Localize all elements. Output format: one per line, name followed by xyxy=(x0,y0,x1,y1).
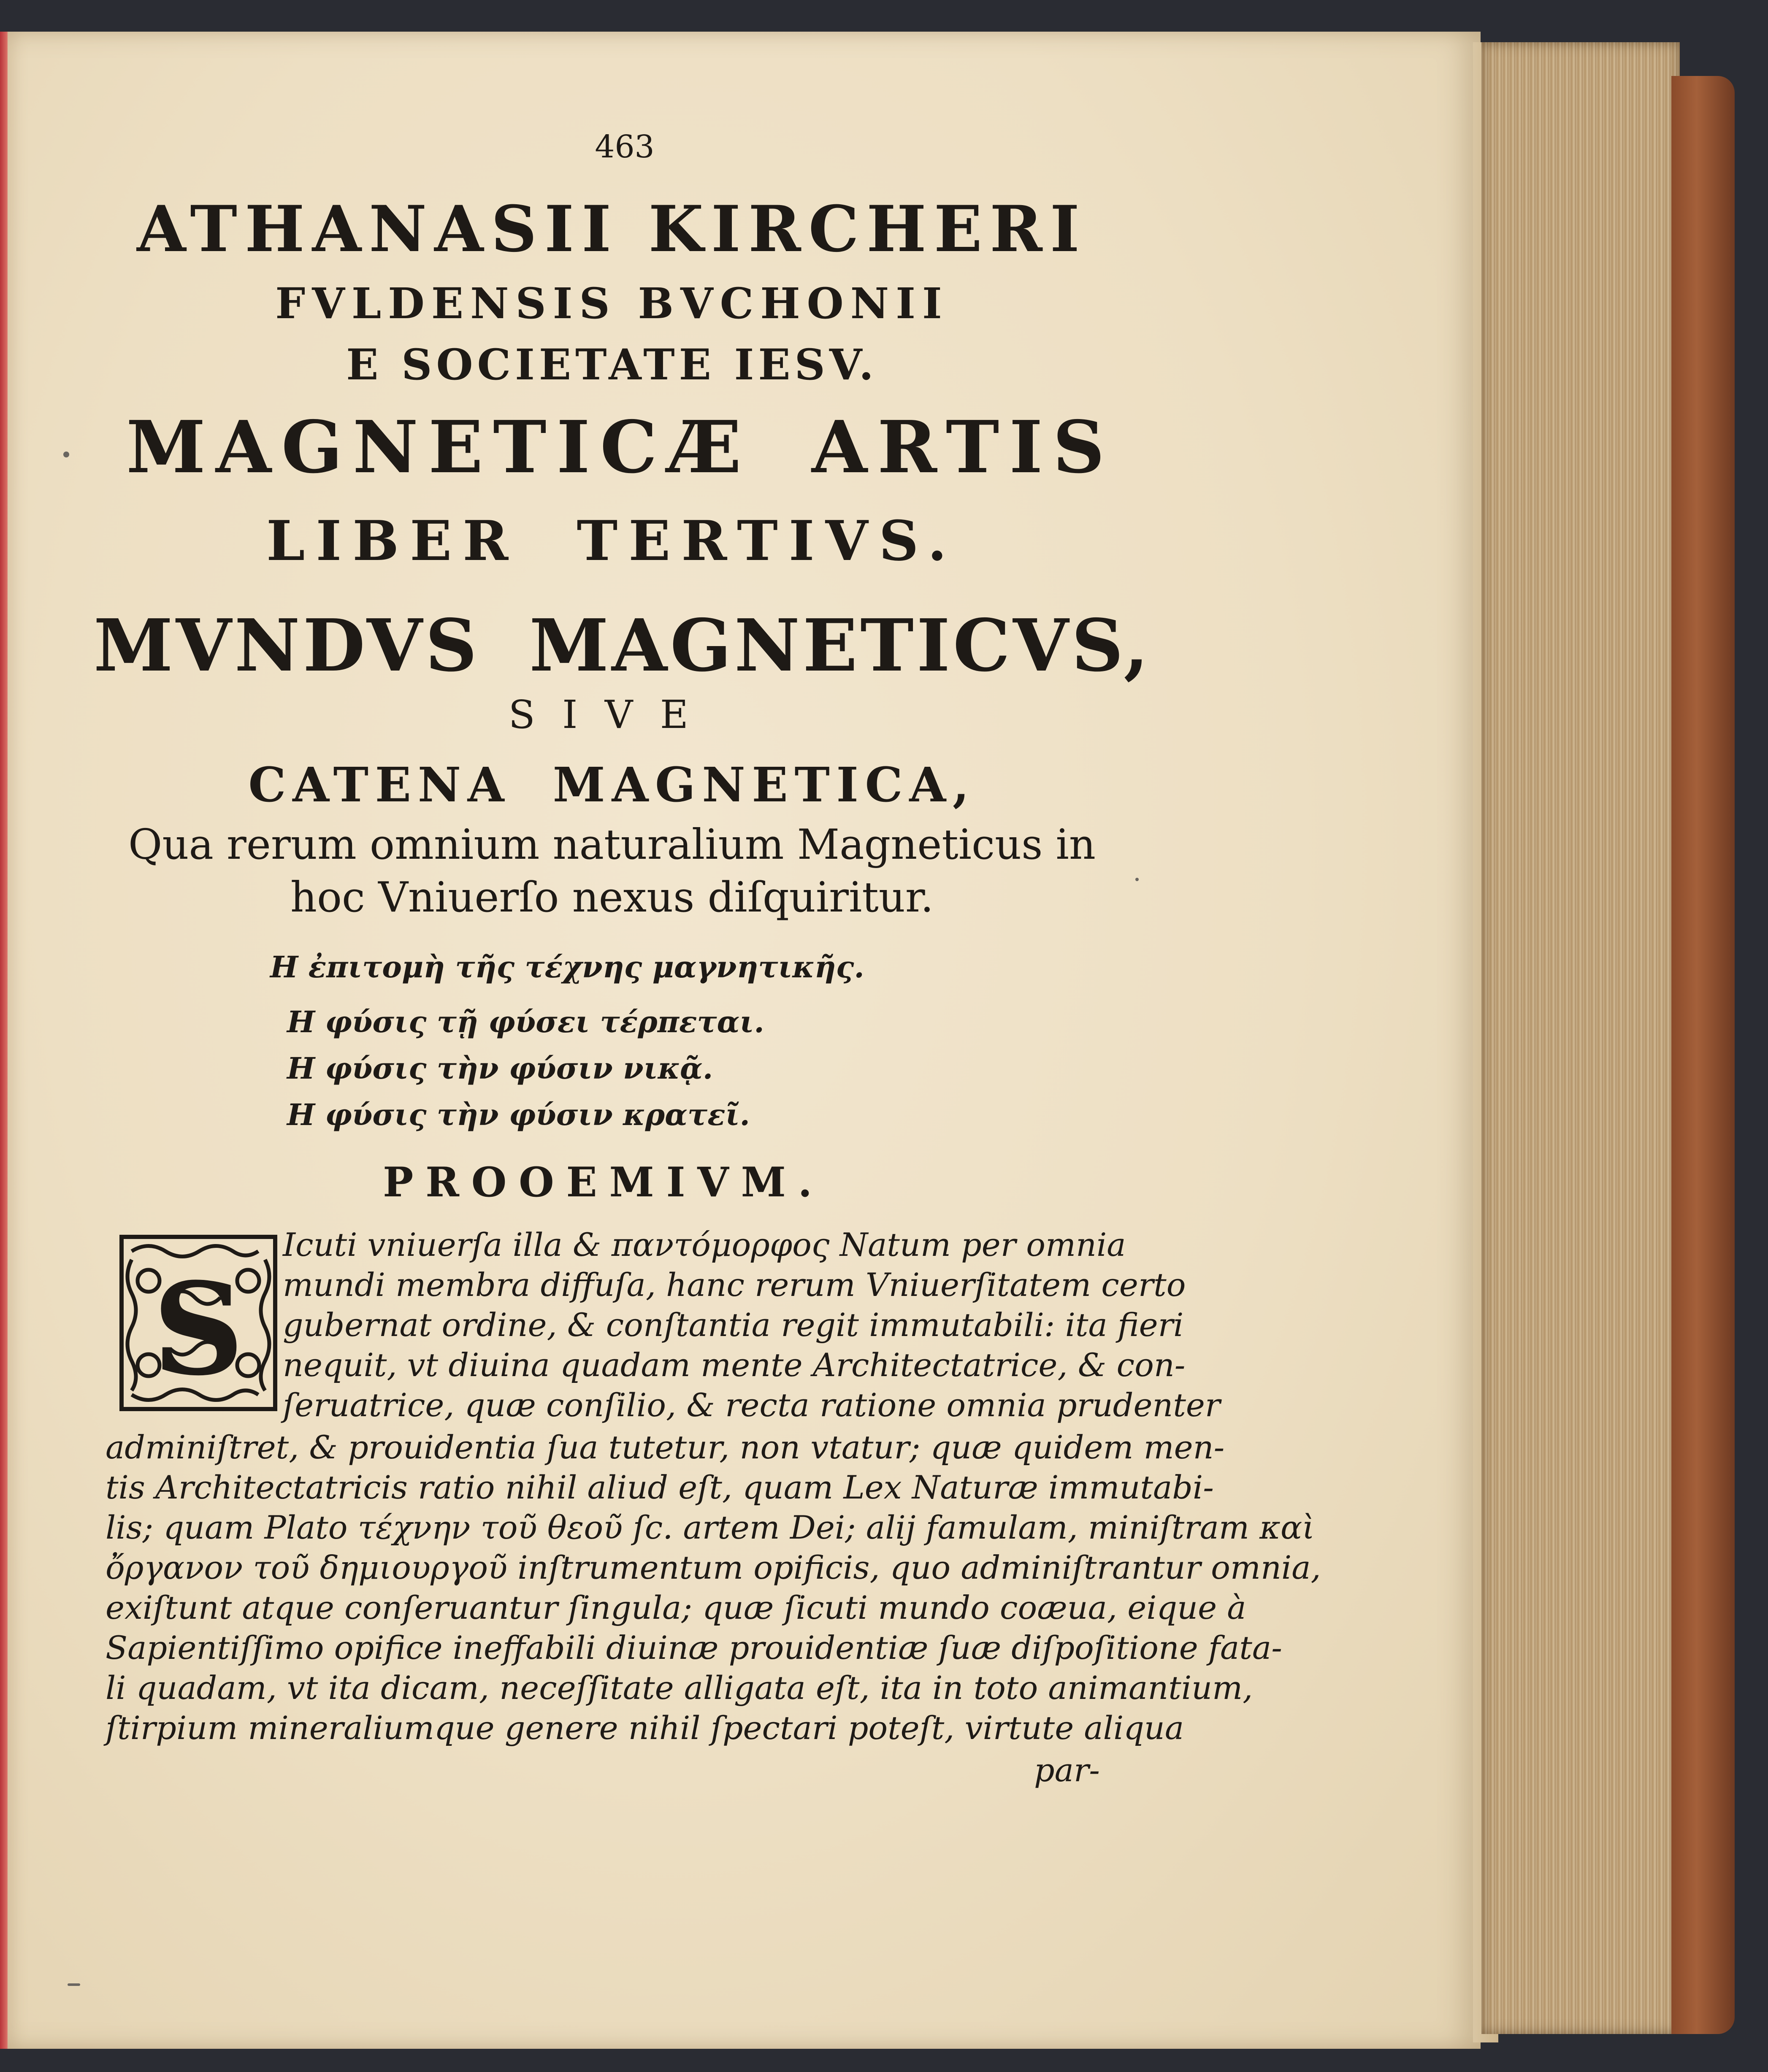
body-line: ſtirpium mineraliumque genere nihil ſpectari poteſt, virtute aliqua xyxy=(106,1709,1184,1747)
body-line: lis; quam Plato τέχνην τοῦ θεοῦ ſc. artem Dei; alij famulam, miniſtram καὶ xyxy=(106,1509,1315,1546)
paper-mark xyxy=(68,1983,80,1986)
paper-speck xyxy=(63,452,69,457)
body-line: Sapientiſſimo opifice ineffabili diuinæ prouidentiæ ſuæ diſpoſitione fata- xyxy=(106,1629,1282,1666)
title-catena: CATENA MAGNETICA, xyxy=(248,757,976,813)
paper-speck xyxy=(1135,878,1139,881)
author-name: ATHANASII KIRCHERI xyxy=(137,192,1087,266)
page-fore-edge xyxy=(1481,42,1680,2034)
greek-motto-3: Η φύσις τὴν φύσιν νικᾷ. xyxy=(287,1051,713,1086)
author-order: E SOCIETATE IESV. xyxy=(346,340,878,390)
subtitle-line-2: hoc Vniuerſo nexus diſquiritur. xyxy=(290,874,934,922)
decorated-initial-icon xyxy=(119,1234,278,1412)
body-line: Icuti vniuerſa illa & παντόμορφος Natum per omnia xyxy=(283,1226,1126,1263)
greek-motto-1: Η ἐπιτομὴ τῆς τέχνης μαγνητικῆς. xyxy=(270,949,864,985)
title-sive: SIVE xyxy=(508,692,716,737)
title-main: MAGNETICÆ ARTIS xyxy=(126,405,1115,490)
catchword: par- xyxy=(1034,1751,1100,1789)
title-book: LIBER TERTIVS. xyxy=(266,509,958,573)
book-cover-edge xyxy=(1671,76,1735,2034)
body-line: tis Architectatricis ratio nihil aliud eſt, quam Lex Naturæ immutabi- xyxy=(106,1469,1214,1506)
page-number: 463 xyxy=(595,129,655,165)
body-line: gubernat ordine, & conſtantia regit immutabili: ita fieri xyxy=(283,1306,1184,1344)
greek-motto-4: Η φύσις τὴν φύσιν κρατεῖ. xyxy=(287,1097,750,1132)
subtitle-line-1: Qua rerum omnium naturalium Magneticus in xyxy=(128,821,1096,869)
greek-motto-2: Η φύσις τῇ φύσει τέρπεται. xyxy=(287,1004,764,1039)
body-line: mundi membra diffuſa, hanc rerum Vniuerſitatem certo xyxy=(283,1266,1186,1304)
body-line: ὄργανον τοῦ δημιουργοῦ inſtrumentum opificis, quo adminiſtrantur omnia, xyxy=(106,1549,1321,1586)
drop-cap-letter: S xyxy=(152,1255,244,1404)
author-origin: FVLDENSIS BVCHONII xyxy=(275,279,949,328)
body-line: ſeruatrice, quæ conſilio, & recta ratione omnia prudenter xyxy=(283,1386,1221,1424)
body-line: adminiſtret, & prouidentia ſua tutetur, non vtatur; quæ quidem men- xyxy=(106,1428,1225,1466)
title-world: MVNDVS MAGNETICVS, xyxy=(93,603,1152,688)
body-line: nequit, vt diuina quadam mente Architectatrice, & con- xyxy=(283,1346,1186,1384)
body-line: li quadam, vt ita dicam, neceſſitate alligata eſt, ita in toto animantium, xyxy=(106,1669,1253,1707)
proem-heading: PROOEMIVM. xyxy=(383,1158,824,1206)
body-line: exiſtunt atque conſeruantur ſingula; quæ ſicuti mundo coæua, eique à xyxy=(106,1589,1246,1626)
